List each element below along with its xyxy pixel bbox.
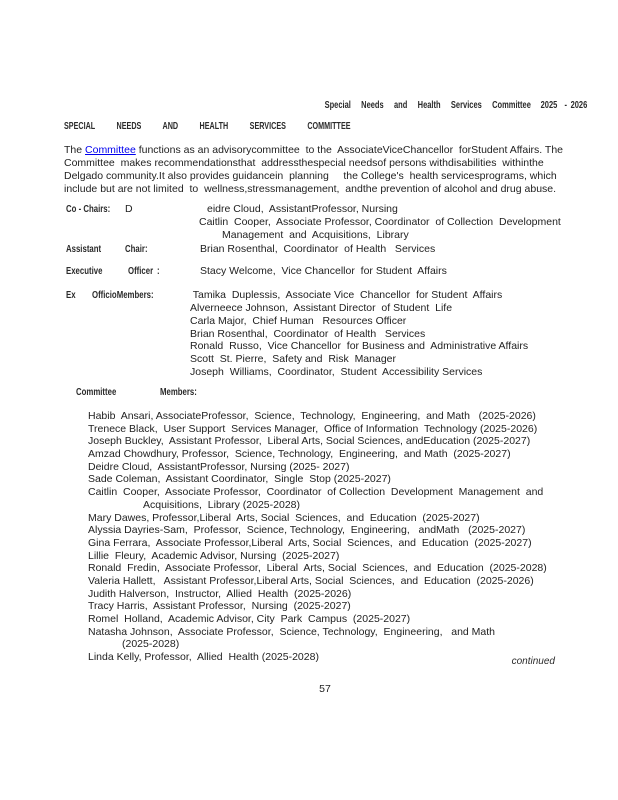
assistant-chair-label-2: Chair:: [125, 244, 148, 255]
committee-link[interactable]: Committee: [85, 144, 136, 156]
committee-member-line: Romel Holland, Academic Advisor, City Park Campus (2025-2027): [88, 613, 411, 625]
committee-member-line: Caitlin Cooper, Associate Professor, Coordinator of Collection Development Management and: [88, 486, 544, 499]
assistant-chair-label: Assistant: [66, 244, 102, 255]
ex-officio-member: Tamika Duplessis, Associate Vice Chancellor for Student Affairs: [190, 289, 503, 301]
intro-line-3: Delgado community.It also provides guidancein planning the College's health servicesprograms, which: [64, 170, 557, 182]
continued-note: continued: [511, 656, 555, 667]
committee-member-line: Linda Kelly, Professor, Allied Health (2025-2028): [88, 651, 319, 664]
executive-officer-label: Executive: [66, 266, 103, 277]
running-header: [324, 100, 587, 111]
committee-member-line: Joseph Buckley, Assistant Professor, Liberal Arts, Social Sciences, andEducation (2025-2027): [88, 435, 531, 448]
intro-line-2: Committee makes recommendationsthat addressthespecial needsof persons withdisabilities withinthe: [64, 157, 544, 169]
committee-member-line: Mary Dawes, Professor,Liberal Arts, Social Sciences, and Education (2025-2027): [88, 511, 480, 524]
committee-member-line: Deidre Cloud, AssistantProfessor, Nursing (2025- 2027): [88, 460, 350, 473]
intro-text-before-link: The: [64, 144, 86, 156]
committee-members-header: [64, 386, 598, 399]
intro-line-4: include but are not limited to wellness,stressmanagement, andthe prevention of alcohol and drug abuse.: [64, 183, 557, 195]
committee-member-line: Valeria Hallett, Assistant Professor,Liberal Arts, Social Sciences, and Education (2025-2026): [88, 574, 534, 587]
ex-officio-member: Joseph Williams, Coordinator, Student Accessibility Services: [190, 366, 483, 379]
committee-members-list: [64, 410, 598, 664]
committee-member-line: Ronald Fredin, Associate Professor, Liberal Arts, Social Sciences, and Education (2025-2028): [88, 562, 547, 575]
committee-member-line: Habib Ansari, AssociateProfessor, Science, Technology, Engineering, and Math (2025-2026): [88, 410, 536, 422]
ex-officio-member: Scott St. Pierre, Safety and Risk Manager: [190, 353, 397, 366]
ex-officio-member: Ronald Russo, Vice Chancellor for Business and Administrative Affairs: [190, 340, 529, 353]
committee-member-line: (2025-2028): [122, 638, 180, 651]
committee-member-line: Gina Ferrara, Associate Professor,Liberal Arts, Social Sciences, and Education (2025-2027): [88, 536, 532, 549]
co-chair-initial: D: [125, 203, 133, 215]
officers-section: [64, 203, 598, 383]
committee-member-line: Trenece Black, User Support Services Manager, Office of Information Technology (2025-2026): [88, 422, 538, 435]
ex-officio-list: [190, 289, 528, 379]
intro-line-1: [64, 144, 598, 157]
intro-paragraph: [64, 144, 598, 196]
committee-member-line: Acquisitions, Library (2025-2028): [143, 498, 300, 511]
committee-members-label-2: Members:: [160, 387, 197, 398]
running-header-years: 2025 - 2026: [540, 100, 587, 111]
co-chairs-label: Co - Chairs:: [66, 204, 111, 215]
co-chair-2-continued: Management and Acquisitions, Library: [222, 228, 409, 241]
ex-officio-member: Carla Major, Chief Human Resources Officer: [190, 314, 407, 327]
page-title: SPECIAL NEEDS AND HEALTH SERVICES COMMITTEE: [64, 121, 351, 132]
committee-member-line: Amzad Chowdhury, Professor, Science, Technology, Engineering, and Math (2025-2027): [88, 448, 511, 461]
ex-officio-label-2: OfficioMembers:: [92, 290, 154, 301]
co-chair-1: eidre Cloud, AssistantProfessor, Nursing: [207, 203, 398, 215]
co-chair-2: Caitlin Cooper, Associate Professor, Coordinator of Collection Development: [199, 215, 561, 228]
executive-officer-name: Stacy Welcome, Vice Chancellor for Student Affairs: [200, 265, 447, 277]
ex-officio-label: Ex: [66, 290, 76, 301]
committee-members-label: Committee: [76, 387, 117, 398]
committee-member-line: Lillie Fleury, Academic Advisor, Nursing (2025-2027): [88, 549, 340, 562]
assistant-chair-name: Brian Rosenthal, Coordinator of Health Services: [200, 243, 436, 255]
intro-text-after-link: functions as an advisorycommittee to the AssociateViceChancellor forStudent Affairs. The: [135, 144, 564, 156]
committee-member-line: Tracy Harris, Assistant Professor, Nursing (2025-2027): [88, 600, 351, 613]
committee-member-line: Natasha Johnson, Associate Professor, Science, Technology, Engineering, and Math: [88, 625, 496, 638]
committee-member-line: Sade Coleman, Assistant Coordinator, Single Stop (2025-2027): [88, 473, 391, 486]
executive-officer-label-2: Officer: [128, 266, 154, 277]
ex-officio-member: Brian Rosenthal, Coordinator of Health Services: [190, 327, 426, 340]
committee-member-line: Judith Halverson, Instructor, Allied Health (2025-2026): [88, 587, 352, 600]
ex-officio-member: Alverneece Johnson, Assistant Director of Student Life: [190, 301, 453, 314]
page-number: 57: [319, 683, 331, 695]
executive-officer-label-colon: :: [157, 266, 160, 277]
committee-member-line: Alyssia Dayries-Sam, Professor, Science, Technology, Engineering, andMath (2025-2027): [88, 524, 526, 537]
running-header-title: Special Needs and Health Services Committee: [324, 100, 531, 111]
